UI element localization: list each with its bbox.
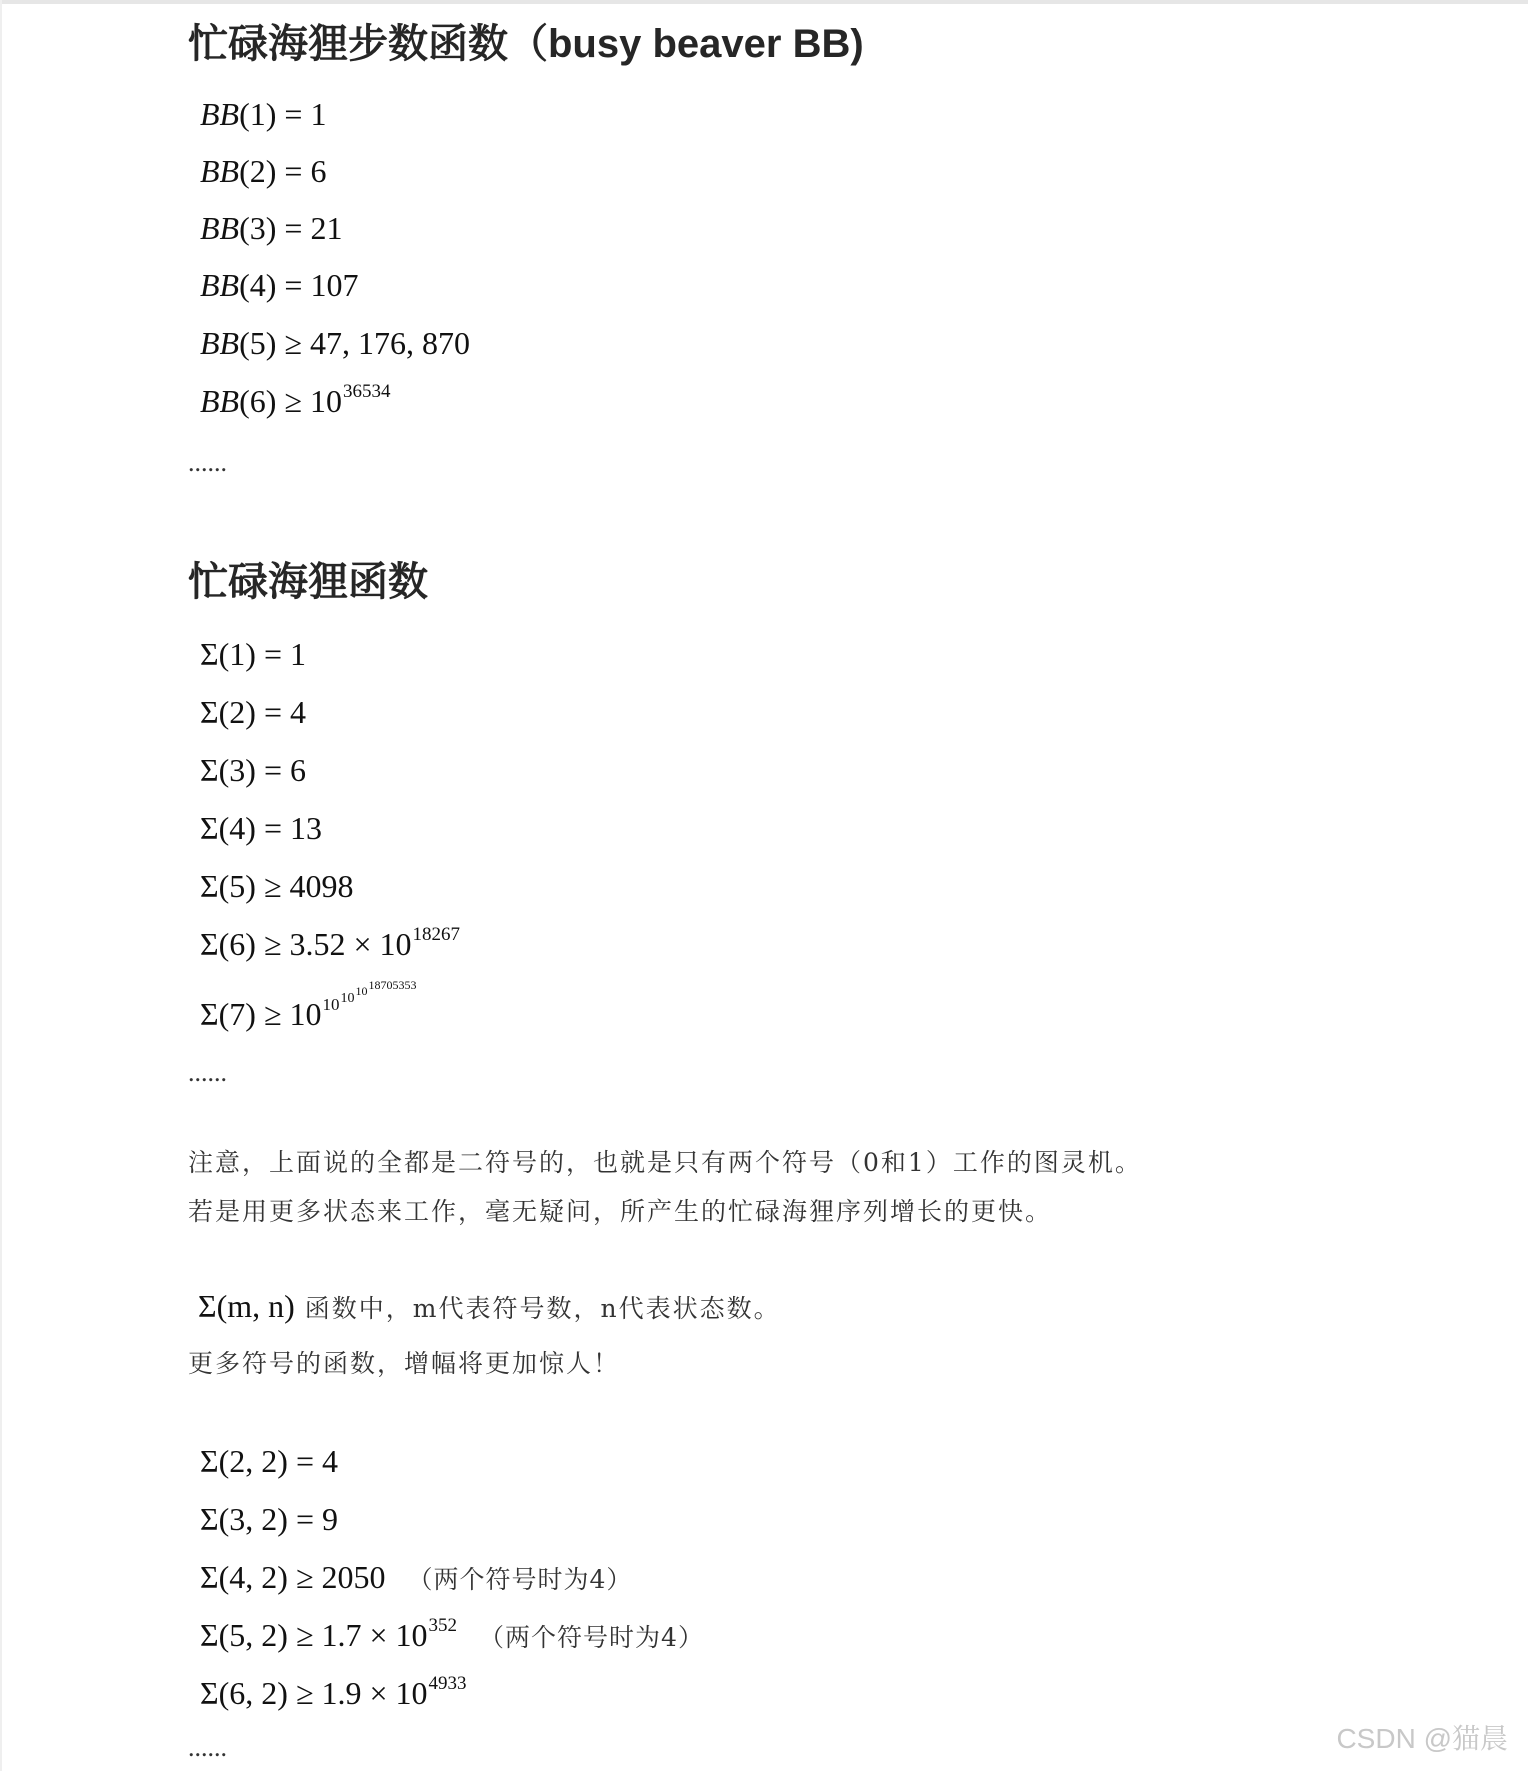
sigma-2-2-line: Σ(2, 2) = 4 [200,1443,338,1479]
relation: ≥ [284,325,302,361]
ellipsis-3: ...... [188,1733,227,1762]
arg: 4 [249,267,266,303]
arg: 6 [229,926,246,962]
value: 107 [310,267,359,303]
tower-top-exponent: 18705353 [368,978,417,992]
exponent: 36534 [342,381,391,402]
base: 10 [379,926,412,962]
fn-name: Σ [200,810,219,846]
relation: = [263,810,282,846]
ellipsis-2: ...... [188,1058,227,1087]
left-border [0,0,2,1771]
fn-name: Σ [200,996,219,1032]
arg: 3, 2 [229,1501,278,1537]
value: 1 [289,636,306,672]
value: 4 [321,1443,338,1479]
arg: 2 [229,694,246,730]
fn-name: Σ [200,1675,219,1711]
relation: = [263,752,282,788]
base: 10 [395,1617,428,1653]
sigma-5-2-line: Σ(5, $2) \ge 1.7 \times 10^{352}$ （两个符号时为4） [200,1615,704,1653]
bb-2-line: BB(2) = 6 [200,153,327,189]
relation: = [284,153,303,189]
arg: 5, 2 [229,1617,278,1653]
relation: = [284,210,303,246]
note-sigma-mn [198,1290,781,1322]
fn-name: Σ [200,926,219,962]
value: 9 [321,1501,338,1537]
relation: ≥ [263,926,282,962]
relation: = [295,1443,314,1479]
sigma-4-2-line: Σ(4, 2) ≥ 2050 （两个符号时为4） [200,1559,633,1595]
coefficient: 1.7 [321,1617,362,1653]
tower-base: 10 [289,996,322,1032]
arg: 2 [249,153,266,189]
arg: 1 [249,96,266,132]
fn-name: BB [200,210,240,246]
arg: 3 [249,210,266,246]
value: 6 [310,153,327,189]
sigma-6-2-line: Σ(6, $2) \ge 1.9 \times 10^{4933}$ [200,1673,467,1711]
value: 1 [310,96,327,132]
sigma-7-line: $\Sigma(7) \ge 10^{10^{10^{10^{18705353}}}}$ [200,978,417,1032]
base: 10 [395,1675,428,1711]
fn-name: Σ [200,868,219,904]
exponent: 18267 [412,924,461,945]
exponent: 352 [428,1615,458,1636]
sigma-2-line: Σ(2) = 4 [200,694,306,730]
bb-5-line: BB(5) ≥ 47, 176, 870 [200,325,470,361]
arg: 3 [229,752,246,788]
value: 21 [310,210,343,246]
sigma-6-line: $\Sigma(6) \ge 3.52 \times 10^{18267}$ [200,924,461,962]
note-more-states: 若是用更多状态来工作，毫无疑问，所产生的忙碌海狸序列增长的更快。 [188,1197,1053,1226]
sigma-4-line: Σ(4) = 13 [200,810,322,846]
sigma-mn-explanation: 函数中，m代表符号数，n代表状态数。 [304,1294,781,1323]
bb-3-line: BB(3) = 21 [200,210,343,246]
fn-name: Σ [200,636,219,672]
heading-busy-beaver-function: 忙碌海狸函数 [188,560,428,604]
relation: = [263,694,282,730]
fn-name: BB [200,267,240,303]
bb-1-line: BB(1) = 1 [200,96,327,132]
fn-name: Σ [200,1443,219,1479]
sigma-1-line: Σ(1) = 1 [200,636,306,672]
ellipsis-1: ...... [188,448,227,477]
note-two-symbols: 注意，上面说的全都是二符号的，也就是只有两个符号（0和1）工作的图灵机。 [188,1148,1142,1177]
relation: = [263,636,282,672]
bb-6-line: $BB(6) \ge 10^{36534}$ [200,381,391,419]
arg: 6 [249,383,266,419]
arg: 4, 2 [229,1559,278,1595]
fn-name: Σ [200,1617,219,1653]
inline-note: （两个符号时为4） [479,1623,704,1652]
arg: 5 [229,868,246,904]
sigma-5-line: Σ(5) ≥ 4098 [200,868,354,904]
fn-name: Σ [200,1501,219,1537]
relation: ≥ [295,1675,314,1711]
value: 4098 [289,868,354,904]
relation: = [284,96,303,132]
fn-name: Σ [200,752,219,788]
arg: 6, 2 [229,1675,278,1711]
arg: 2, 2 [229,1443,278,1479]
note-more-symbols: 更多符号的函数，增幅将更加惊人！ [188,1349,621,1378]
fn-name: Σ [200,694,219,730]
tower-base-3: 10 [355,984,368,998]
relation: ≥ [284,383,302,419]
fn-name: BB [200,383,240,419]
arg: 5 [249,325,266,361]
relation: ≥ [295,1559,314,1595]
arg: 7 [229,996,246,1032]
value: 6 [289,752,306,788]
top-border [0,0,1528,4]
exponent: 4933 [428,1673,467,1694]
relation: = [295,1501,314,1537]
sigma-mn-formula: Σ(m, n) [198,1288,295,1324]
bb-4-line: BB(4) = 107 [200,267,359,303]
base: 10 [309,383,342,419]
tower-base-1: 10 [322,995,340,1014]
tower-level-3 [355,978,417,998]
fn-name: BB [200,153,240,189]
sigma-3-2-line: Σ(3, 2) = 9 [200,1501,338,1537]
relation: ≥ [263,868,282,904]
tower-level-2 [340,978,417,1006]
arg: 1 [229,636,246,672]
heading-busy-beaver-steps: 忙碌海狸步数函数（busy beaver BB) [188,22,864,66]
times-sign: × [353,926,372,962]
relation: = [284,267,303,303]
fn-name: Σ [200,1559,219,1595]
arg: 4 [229,810,246,846]
times-sign: × [369,1675,388,1711]
fn-name: BB [200,325,240,361]
relation: ≥ [295,1617,314,1653]
sigma-3-line: Σ(3) = 6 [200,752,306,788]
relation: ≥ [263,996,282,1032]
csdn-watermark: CSDN @猫晨 [1336,1723,1508,1754]
inline-note: （两个符号时为4） [407,1565,633,1594]
value: 2050 [321,1559,386,1595]
times-sign: × [369,1617,388,1653]
coefficient: 1.9 [321,1675,362,1711]
coefficient: 3.52 [289,926,346,962]
value: 13 [289,810,322,846]
value: 4 [289,694,306,730]
fn-name: BB [200,96,240,132]
tower-level-1 [322,978,417,1014]
tower-base-2: 10 [340,991,355,1006]
value: 47, 176, 870 [309,325,470,361]
